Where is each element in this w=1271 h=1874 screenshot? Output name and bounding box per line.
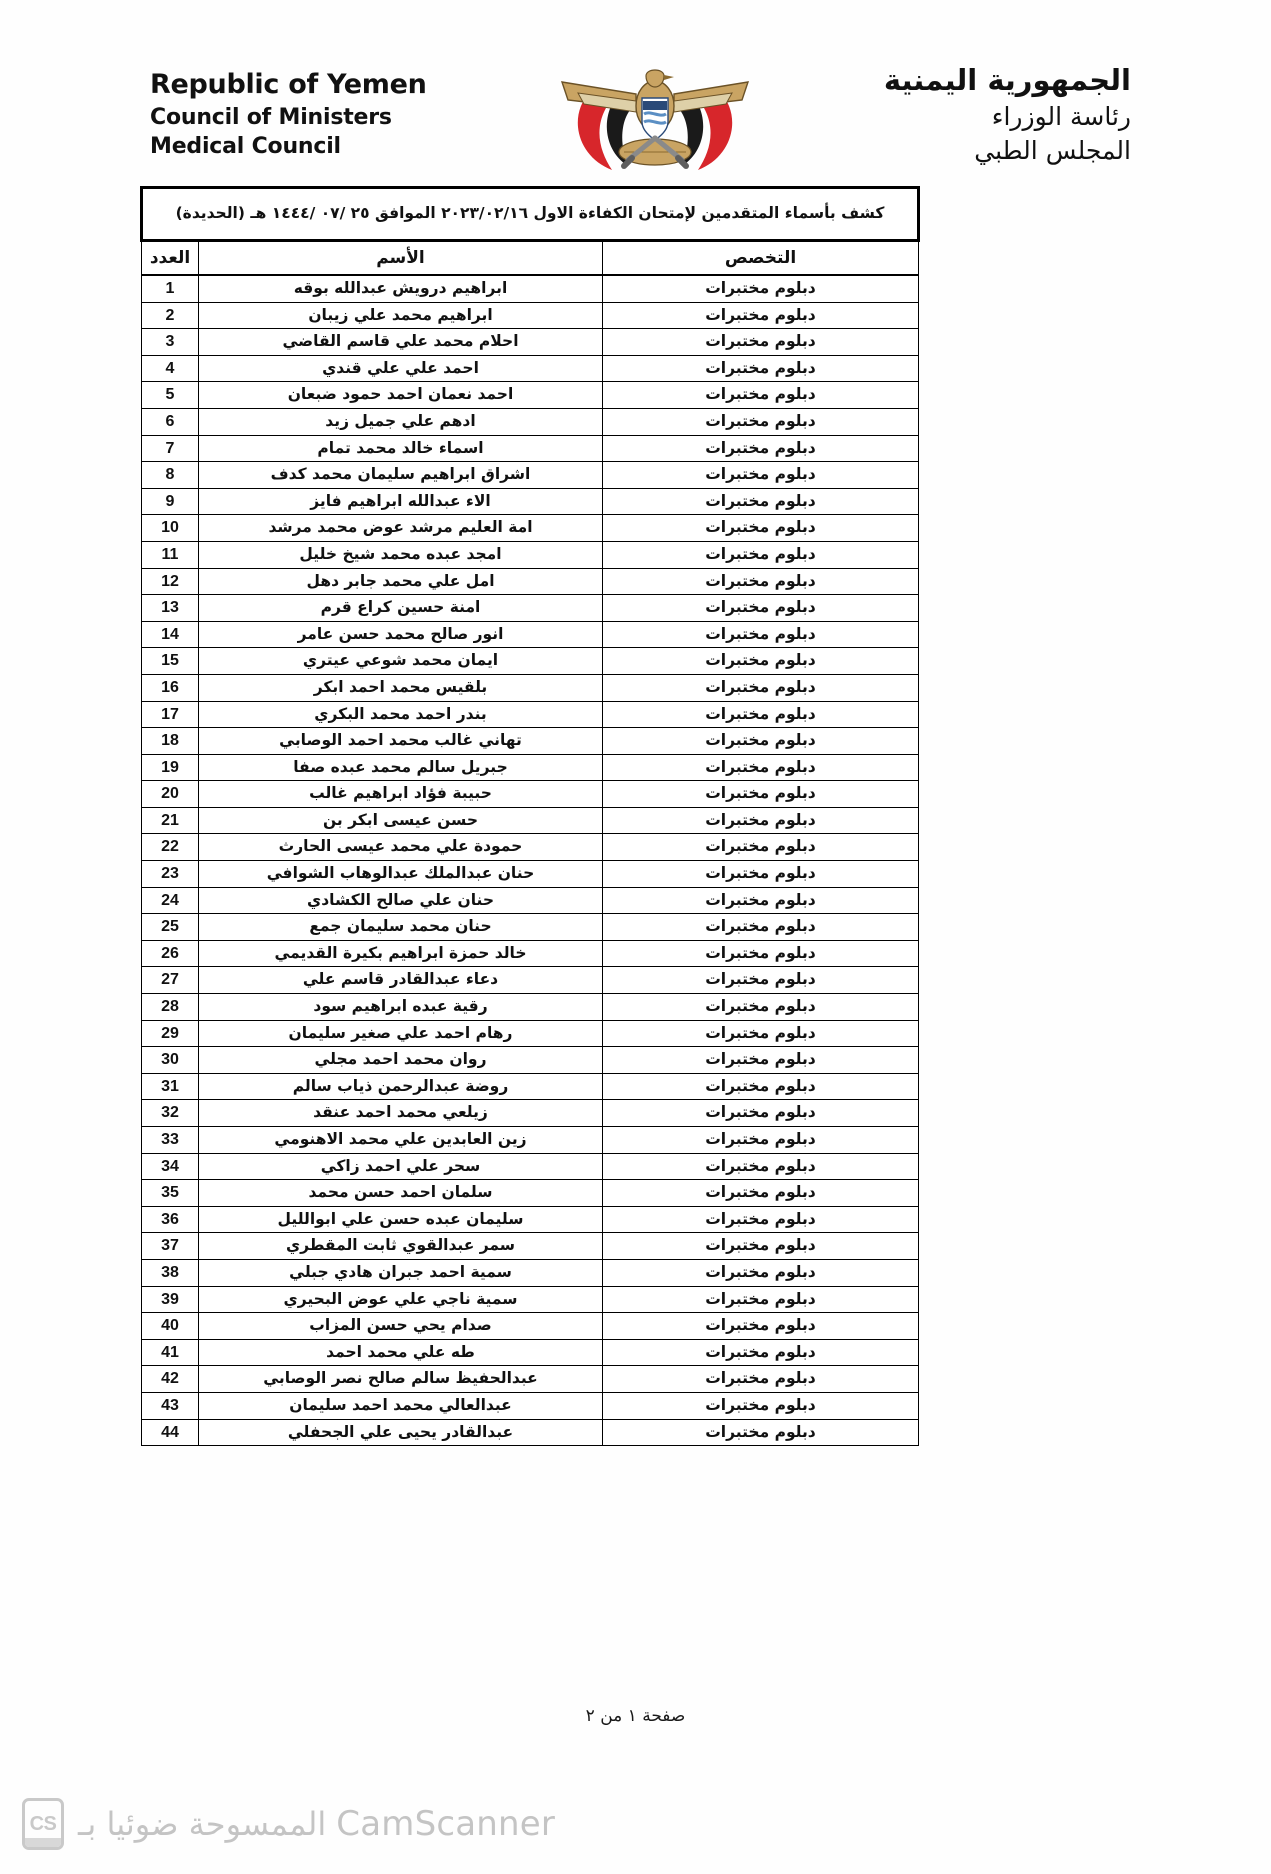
cell-specialty: دبلوم مختبرات (603, 1153, 919, 1180)
header-english-block (150, 58, 427, 162)
cell-applicant-name: جبريل سالم محمد عبده صفا (199, 754, 603, 781)
table-row (141, 595, 918, 622)
table-row (141, 914, 918, 941)
cell-specialty: دبلوم مختبرات (603, 488, 919, 515)
cell-row-number: 15 (141, 648, 198, 675)
table-row (141, 435, 918, 462)
table-row (141, 1286, 918, 1313)
yemen-national-emblem-icon (550, 60, 760, 178)
cell-applicant-name: امجد عبده محمد شيخ خليل (199, 541, 603, 568)
cell-applicant-name: صدام يحي حسن المزاب (199, 1313, 603, 1340)
table-row (141, 1127, 918, 1154)
cell-applicant-name: روان محمد احمد مجلي (199, 1047, 603, 1074)
cell-specialty: دبلوم مختبرات (603, 355, 919, 382)
header-ar-council-of-ministers: رئاسة الوزراء (991, 101, 1131, 131)
cell-applicant-name: روضة عبدالرحمن ذياب سالم (199, 1073, 603, 1100)
cell-row-number: 13 (141, 595, 198, 622)
cell-row-number: 40 (141, 1313, 198, 1340)
cell-applicant-name: سحر علي احمد زاكي (199, 1153, 603, 1180)
cell-applicant-name: حنان محمد سليمان جمع (199, 914, 603, 941)
cell-row-number: 18 (141, 728, 198, 755)
cell-specialty: دبلوم مختبرات (603, 435, 919, 462)
table-row (141, 1233, 918, 1260)
cell-specialty: دبلوم مختبرات (603, 994, 919, 1021)
cell-applicant-name: سمية ناجي علي عوض البحيري (199, 1286, 603, 1313)
table-row (141, 1419, 918, 1446)
cell-row-number: 19 (141, 754, 198, 781)
cell-specialty: دبلوم مختبرات (603, 807, 919, 834)
table-row (141, 861, 918, 888)
table-row (141, 408, 918, 435)
cell-specialty: دبلوم مختبرات (603, 302, 919, 329)
cell-specialty: دبلوم مختبرات (603, 621, 919, 648)
cell-specialty: دبلوم مختبرات (603, 754, 919, 781)
cell-row-number: 28 (141, 994, 198, 1021)
cell-row-number: 8 (141, 462, 198, 489)
cell-row-number: 11 (141, 541, 198, 568)
applicants-table-container (143, 186, 920, 1446)
cell-specialty: دبلوم مختبرات (603, 1339, 919, 1366)
cell-row-number: 23 (141, 861, 198, 888)
cell-specialty: دبلوم مختبرات (603, 648, 919, 675)
cell-applicant-name: زيلعي محمد احمد عنقد (199, 1100, 603, 1127)
cell-row-number: 12 (141, 568, 198, 595)
table-row (141, 329, 918, 356)
cell-applicant-name: احلام محمد علي قاسم القاضي (199, 329, 603, 356)
cell-specialty: دبلوم مختبرات (603, 1180, 919, 1207)
table-row (141, 1020, 918, 1047)
cell-row-number: 14 (141, 621, 198, 648)
cell-row-number: 43 (141, 1392, 198, 1419)
cell-applicant-name: امة العليم مرشد عوض محمد مرشد (199, 515, 603, 542)
header-line-council-of-ministers: Council of Ministers (150, 104, 392, 130)
cell-applicant-name: سمية احمد جبران هادي جبلي (199, 1259, 603, 1286)
cell-specialty: دبلوم مختبرات (603, 1392, 919, 1419)
cell-applicant-name: امنة حسين كراع قرم (199, 595, 603, 622)
cell-row-number: 21 (141, 807, 198, 834)
cell-applicant-name: عبدالقادر يحيى علي الجحفلي (199, 1419, 603, 1446)
table-row (141, 674, 918, 701)
cell-specialty: دبلوم مختبرات (603, 967, 919, 994)
cell-specialty: دبلوم مختبرات (603, 728, 919, 755)
cell-row-number: 5 (141, 382, 198, 409)
cell-applicant-name: دعاء عبدالقادر قاسم علي (199, 967, 603, 994)
cell-specialty: دبلوم مختبرات (603, 914, 919, 941)
cell-specialty: دبلوم مختبرات (603, 382, 919, 409)
cell-row-number: 10 (141, 515, 198, 542)
cell-applicant-name: رقية عبده ابراهيم سود (199, 994, 603, 1021)
header-ar-republic: الجمهورية اليمنية (883, 63, 1131, 97)
cell-applicant-name: خالد حمزة ابراهيم بكيرة القديمي (199, 940, 603, 967)
cell-row-number: 39 (141, 1286, 198, 1313)
cell-row-number: 37 (141, 1233, 198, 1260)
page-number-footer: صفحة ١ من ٢ (585, 1706, 686, 1726)
cell-specialty: دبلوم مختبرات (603, 408, 919, 435)
cell-specialty: دبلوم مختبرات (603, 834, 919, 861)
table-body (141, 275, 918, 1446)
table-row (141, 1153, 918, 1180)
cell-specialty: دبلوم مختبرات (603, 275, 919, 302)
table-row (141, 462, 918, 489)
table-header-row (141, 241, 918, 276)
table-row (141, 887, 918, 914)
cell-specialty: دبلوم مختبرات (603, 861, 919, 888)
table-row (141, 621, 918, 648)
cell-specialty: دبلوم مختبرات (603, 701, 919, 728)
table-row (141, 754, 918, 781)
cell-applicant-name: بندر احمد محمد البكري (199, 701, 603, 728)
cell-applicant-name: زين العابدين علي محمد الاهنومي (199, 1127, 603, 1154)
cell-applicant-name: رهام احمد علي صغير سليمان (199, 1020, 603, 1047)
cell-applicant-name: ابراهيم محمد علي زيبان (199, 302, 603, 329)
cell-specialty: دبلوم مختبرات (603, 1127, 919, 1154)
cell-specialty: دبلوم مختبرات (603, 887, 919, 914)
column-header-name: الأسم (199, 241, 603, 276)
cell-specialty: دبلوم مختبرات (603, 515, 919, 542)
cell-applicant-name: احمد نعمان احمد حمود ضبعان (199, 382, 603, 409)
cell-applicant-name: ادهم علي جميل زيد (199, 408, 603, 435)
table-row (141, 1047, 918, 1074)
cell-row-number: 38 (141, 1259, 198, 1286)
cell-specialty: دبلوم مختبرات (603, 1233, 919, 1260)
header-ar-medical-council: المجلس الطبي (974, 135, 1131, 165)
cell-row-number: 2 (141, 302, 198, 329)
cell-specialty: دبلوم مختبرات (603, 940, 919, 967)
cell-specialty: دبلوم مختبرات (603, 1020, 919, 1047)
header-line-republic: Republic of Yemen (150, 69, 427, 100)
table-row (141, 994, 918, 1021)
cell-applicant-name: عبدالعالي محمد احمد سليمان (199, 1392, 603, 1419)
table-row (141, 834, 918, 861)
cell-row-number: 16 (141, 674, 198, 701)
applicants-table (140, 186, 920, 1446)
cell-applicant-name: انور صالح محمد حسن عامر (199, 621, 603, 648)
cell-row-number: 3 (141, 329, 198, 356)
cell-row-number: 25 (141, 914, 198, 941)
table-head (141, 188, 918, 276)
cell-applicant-name: سمر عبدالقوي ثابت المقطري (199, 1233, 603, 1260)
table-row (141, 701, 918, 728)
table-row (141, 1100, 918, 1127)
table-row (141, 355, 918, 382)
cell-row-number: 9 (141, 488, 198, 515)
cell-specialty: دبلوم مختبرات (603, 568, 919, 595)
camscanner-watermark (22, 1798, 555, 1850)
cell-specialty: دبلوم مختبرات (603, 1419, 919, 1446)
cell-row-number: 4 (141, 355, 198, 382)
cell-row-number: 6 (141, 408, 198, 435)
cell-row-number: 44 (141, 1419, 198, 1446)
table-row (141, 1073, 918, 1100)
cell-specialty: دبلوم مختبرات (603, 541, 919, 568)
cell-row-number: 36 (141, 1206, 198, 1233)
table-row (141, 488, 918, 515)
cell-applicant-name: طه علي محمد احمد (199, 1339, 603, 1366)
cell-specialty: دبلوم مختبرات (603, 1259, 919, 1286)
table-title: كشف بأسماء المتقدمين لإمتحان الكفاءة الاول ٢٠٢٣/٠٢/١٦ الموافق ٢٥ /٠٧ /١٤٤٤ هـ (الحديدة) (141, 188, 918, 241)
camscanner-watermark-text (78, 1804, 555, 1844)
cell-applicant-name: الاء عبدالله ابراهيم فايز (199, 488, 603, 515)
cell-specialty: دبلوم مختبرات (603, 1047, 919, 1074)
table-row (141, 302, 918, 329)
cell-applicant-name: حمودة علي محمد عيسى الحارث (199, 834, 603, 861)
cell-row-number: 29 (141, 1020, 198, 1047)
cell-row-number: 31 (141, 1073, 198, 1100)
cell-applicant-name: عبدالحفيظ سالم صالح نصر الوصابي (199, 1366, 603, 1393)
header-arabic-block (884, 58, 1131, 168)
cell-row-number: 27 (141, 967, 198, 994)
cell-applicant-name: ايمان محمد شوعي عيتري (199, 648, 603, 675)
table-row (141, 541, 918, 568)
table-row (141, 1259, 918, 1286)
column-header-specialty: التخصص (603, 241, 919, 276)
camscanner-logo-icon: CS (22, 1798, 64, 1850)
table-row (141, 1339, 918, 1366)
column-header-number: العدد (141, 241, 198, 276)
cell-specialty: دبلوم مختبرات (603, 595, 919, 622)
table-row (141, 1392, 918, 1419)
table-row (141, 967, 918, 994)
header-line-medical-council: Medical Council (150, 134, 341, 160)
table-title-row (141, 188, 918, 241)
cell-applicant-name: ابراهيم درويش عبدالله بوقه (199, 275, 603, 302)
cell-applicant-name: امل علي محمد جابر دهل (199, 568, 603, 595)
table-row (141, 275, 918, 302)
table-row (141, 382, 918, 409)
cell-row-number: 26 (141, 940, 198, 967)
table-row (141, 807, 918, 834)
cell-applicant-name: حبيبة فؤاد ابراهيم غالب (199, 781, 603, 808)
cell-specialty: دبلوم مختبرات (603, 1366, 919, 1393)
table-row (141, 515, 918, 542)
table-row (141, 1313, 918, 1340)
table-row (141, 1206, 918, 1233)
cell-row-number: 24 (141, 887, 198, 914)
cell-specialty: دبلوم مختبرات (603, 329, 919, 356)
cell-specialty: دبلوم مختبرات (603, 462, 919, 489)
cell-applicant-name: بلقيس محمد احمد ابكر (199, 674, 603, 701)
cell-specialty: دبلوم مختبرات (603, 1286, 919, 1313)
cell-applicant-name: اشراق ابراهيم سليمان محمد كدف (199, 462, 603, 489)
cell-applicant-name: سلمان احمد حسن محمد (199, 1180, 603, 1207)
table-row (141, 568, 918, 595)
table-row (141, 648, 918, 675)
cell-specialty: دبلوم مختبرات (603, 1313, 919, 1340)
table-row (141, 781, 918, 808)
cell-specialty: دبلوم مختبرات (603, 1100, 919, 1127)
table-row (141, 940, 918, 967)
cell-specialty: دبلوم مختبرات (603, 1073, 919, 1100)
cell-row-number: 41 (141, 1339, 198, 1366)
cell-specialty: دبلوم مختبرات (603, 781, 919, 808)
cell-row-number: 17 (141, 701, 198, 728)
cell-applicant-name: احمد علي علي قندي (199, 355, 603, 382)
cell-row-number: 7 (141, 435, 198, 462)
cell-row-number: 35 (141, 1180, 198, 1207)
cell-specialty: دبلوم مختبرات (603, 674, 919, 701)
table-row (141, 728, 918, 755)
cell-row-number: 42 (141, 1366, 198, 1393)
cell-applicant-name: حنان علي صالح الكشادي (199, 887, 603, 914)
cell-applicant-name: اسماء خالد محمد تمام (199, 435, 603, 462)
cell-row-number: 1 (141, 275, 198, 302)
watermark-brand-text: CamScanner (336, 1804, 556, 1844)
cell-applicant-name: سليمان عبده حسن علي ابوالليل (199, 1206, 603, 1233)
table-row (141, 1180, 918, 1207)
cell-applicant-name: تهاني غالب محمد احمد الوصابي (199, 728, 603, 755)
cell-applicant-name: حنان عبدالملك عبدالوهاب الشوافي (199, 861, 603, 888)
cell-row-number: 30 (141, 1047, 198, 1074)
cell-specialty: دبلوم مختبرات (603, 1206, 919, 1233)
watermark-arabic-text: الممسوحة ضوئيا بـ (78, 1805, 327, 1843)
cell-applicant-name: حسن عيسى ابكر بن (199, 807, 603, 834)
document-header (150, 58, 1131, 178)
cell-row-number: 22 (141, 834, 198, 861)
cell-row-number: 20 (141, 781, 198, 808)
cell-row-number: 34 (141, 1153, 198, 1180)
table-row (141, 1366, 918, 1393)
cell-row-number: 33 (141, 1127, 198, 1154)
cell-row-number: 32 (141, 1100, 198, 1127)
